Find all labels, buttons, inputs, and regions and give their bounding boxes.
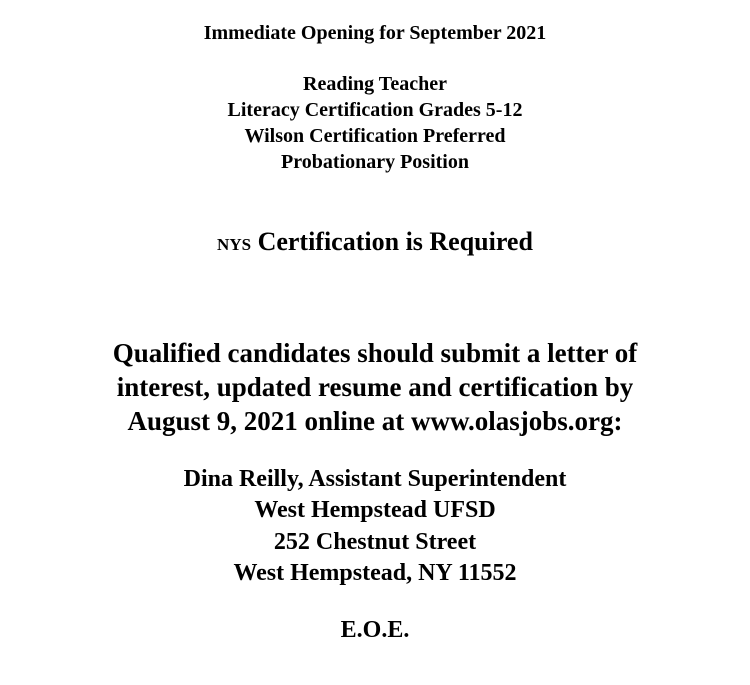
position-type: Probationary Position xyxy=(281,151,469,173)
position-title: Reading Teacher xyxy=(303,73,447,95)
contact-city: West Hempstead, NY 11552 xyxy=(233,560,517,586)
nys-label: NYS xyxy=(217,235,252,254)
instructions-line: interest, updated resume and certification by xyxy=(116,372,634,402)
contact-street: 252 Chestnut Street xyxy=(273,529,477,555)
certification-notice xyxy=(0,229,750,255)
certification-notice-text: Certification is Required xyxy=(257,227,533,256)
contact-name: Dina Reilly, Assistant Superintendent xyxy=(183,466,567,492)
eoe-footer: E.O.E. xyxy=(340,617,410,643)
preferred-certification: Wilson Certification Preferred xyxy=(244,125,506,147)
certification-requirement: Literacy Certification Grades 5-12 xyxy=(227,99,523,121)
instructions-line: August 9, 2021 online at www.olasjobs.org: xyxy=(127,406,623,436)
opening-heading: Immediate Opening for September 2021 xyxy=(203,22,547,44)
instructions-line: Qualified candidates should submit a letter of xyxy=(112,338,638,368)
contact-organization: West Hempstead UFSD xyxy=(254,497,496,523)
